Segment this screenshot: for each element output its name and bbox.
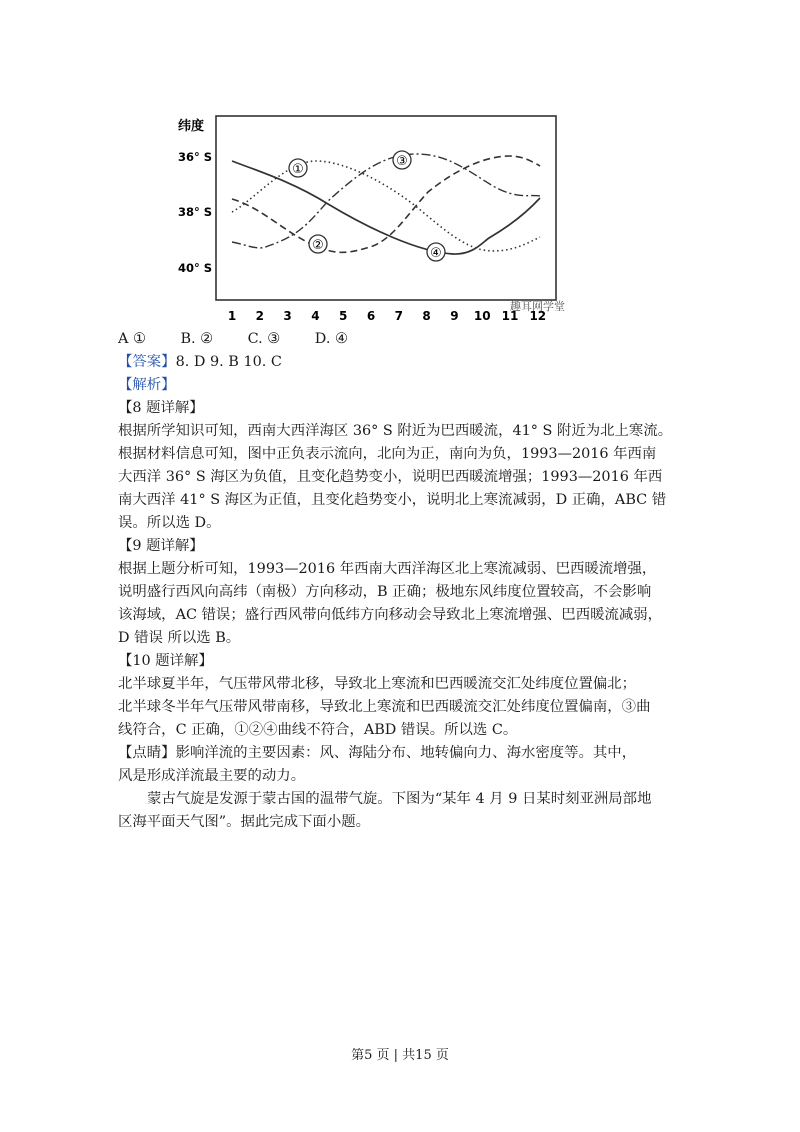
svg-text:②: ② bbox=[312, 238, 324, 253]
tip-line bbox=[118, 742, 698, 765]
tip-line: 风是形成洋流最主要的动力。 bbox=[118, 768, 306, 784]
x-tick-label: 8 bbox=[422, 309, 431, 323]
curve-label-3 bbox=[393, 151, 411, 169]
q10-line: 北半球冬半年气压带风带南移，导致北上寒流和巴西暖流交汇处纬度位置偏南，③曲 bbox=[118, 699, 651, 715]
answer-options bbox=[118, 328, 698, 351]
q9-line: 根据上题分析可知，1993—2016 年西南大西洋海区北上寒流减弱、巴西暖流增强， bbox=[118, 561, 657, 577]
q8-title: 【8 题详解】 bbox=[118, 400, 204, 416]
y-axis-title: 纬度 bbox=[178, 119, 205, 134]
q8-line: 误。所以选 D。 bbox=[118, 515, 221, 531]
tip-text: 影响洋流的主要因素：风、海陆分布、地转偏向力、海水密度等。其中， bbox=[175, 745, 637, 761]
page-footer: 第5 页 | 共15 页 bbox=[351, 1048, 449, 1063]
y-tick-36: 36° S bbox=[178, 150, 213, 164]
analysis-tag: 【解析】 bbox=[118, 377, 176, 393]
x-tick-label: 3 bbox=[283, 309, 292, 323]
curve-3-line bbox=[232, 156, 540, 252]
svg-text:③: ③ bbox=[396, 154, 408, 169]
q9-line: 该海域，AC 错误；盛行西风带向低纬方向移动会导致北上寒流增强、巴西暖流减弱， bbox=[118, 607, 663, 623]
q9-line: D 错误 所以选 B。 bbox=[118, 630, 241, 646]
q8-line: 根据材料信息可知，图中正负表示流向，北向为正，南向为负，1993—2016 年西南 bbox=[118, 446, 657, 462]
answer-tag: 【答案】 bbox=[118, 354, 176, 370]
x-tick-label: 2 bbox=[255, 309, 264, 323]
x-tick-label: 6 bbox=[366, 309, 376, 323]
y-tick-38: 38° S bbox=[178, 205, 213, 219]
document-body bbox=[118, 328, 698, 834]
tip-tag: 【点睛】 bbox=[118, 745, 176, 761]
curve-label-1 bbox=[289, 159, 307, 177]
x-tick-label: 7 bbox=[394, 309, 403, 323]
q8-line: 南大西洋 41° S 海区为正值，且变化趋势变小，说明北上寒流减弱，D 正确，ABC 错 bbox=[118, 492, 667, 508]
x-tick-label: 10 bbox=[473, 309, 491, 323]
x-tick-label: 4 bbox=[311, 309, 320, 323]
q10-line: 线符合，C 正确，①②④曲线不符合，ABD 错误。所以选 C。 bbox=[118, 722, 518, 738]
y-tick-40: 40° S bbox=[178, 261, 213, 275]
svg-text:①: ① bbox=[292, 162, 304, 177]
svg-text:④: ④ bbox=[430, 246, 442, 261]
x-tick-label: 5 bbox=[339, 309, 348, 323]
latitude-chart bbox=[168, 106, 568, 334]
intro-line: 蒙古气旋是发源于蒙古国的温带气旋。下图为“某年 4 月 9 日某时刻亚洲局部地 bbox=[147, 791, 652, 807]
answer-line bbox=[118, 351, 698, 374]
watermark: 趣耳网学堂 bbox=[510, 300, 565, 313]
x-axis-ticks bbox=[228, 309, 546, 323]
option-c: C. ③ bbox=[247, 331, 281, 347]
answer-text: 8. D 9. B 10. C bbox=[175, 354, 282, 370]
intro-line: 区海平面天气图”。据此完成下面小题。 bbox=[118, 814, 370, 830]
x-tick-label: 9 bbox=[450, 309, 459, 323]
x-tick-label: 11 bbox=[501, 309, 519, 323]
curve-label-4 bbox=[427, 243, 445, 261]
option-b: B. ② bbox=[180, 331, 214, 347]
curve-1-line bbox=[232, 161, 540, 254]
option-d: D. ④ bbox=[314, 331, 348, 347]
x-tick-label: 1 bbox=[227, 309, 237, 323]
q8-line: 根据所学知识可知，西南大西洋海区 36° S 附近为巴西暖流，41° S 附近为北上寒流。 bbox=[118, 423, 673, 439]
q9-line: 说明盛行西风向高纬（南极）方向移动，B 正确；极地东风纬度位置较高，不会影响 bbox=[118, 584, 652, 600]
x-tick-label: 12 bbox=[529, 309, 547, 323]
q8-line: 大西洋 36° S 海区为负值，且变化趋势变小，说明巴西暖流增强；1993—2016 年西 bbox=[118, 469, 663, 485]
q10-line: 北半球夏半年，气压带风带北移，导致北上寒流和巴西暖流交汇处纬度位置偏北； bbox=[118, 676, 637, 692]
curve-label-2 bbox=[309, 235, 327, 253]
q10-title: 【10 题详解】 bbox=[118, 653, 213, 669]
option-a: A ① bbox=[118, 331, 146, 347]
q9-title: 【9 题详解】 bbox=[118, 538, 204, 554]
chart-frame bbox=[216, 116, 556, 300]
